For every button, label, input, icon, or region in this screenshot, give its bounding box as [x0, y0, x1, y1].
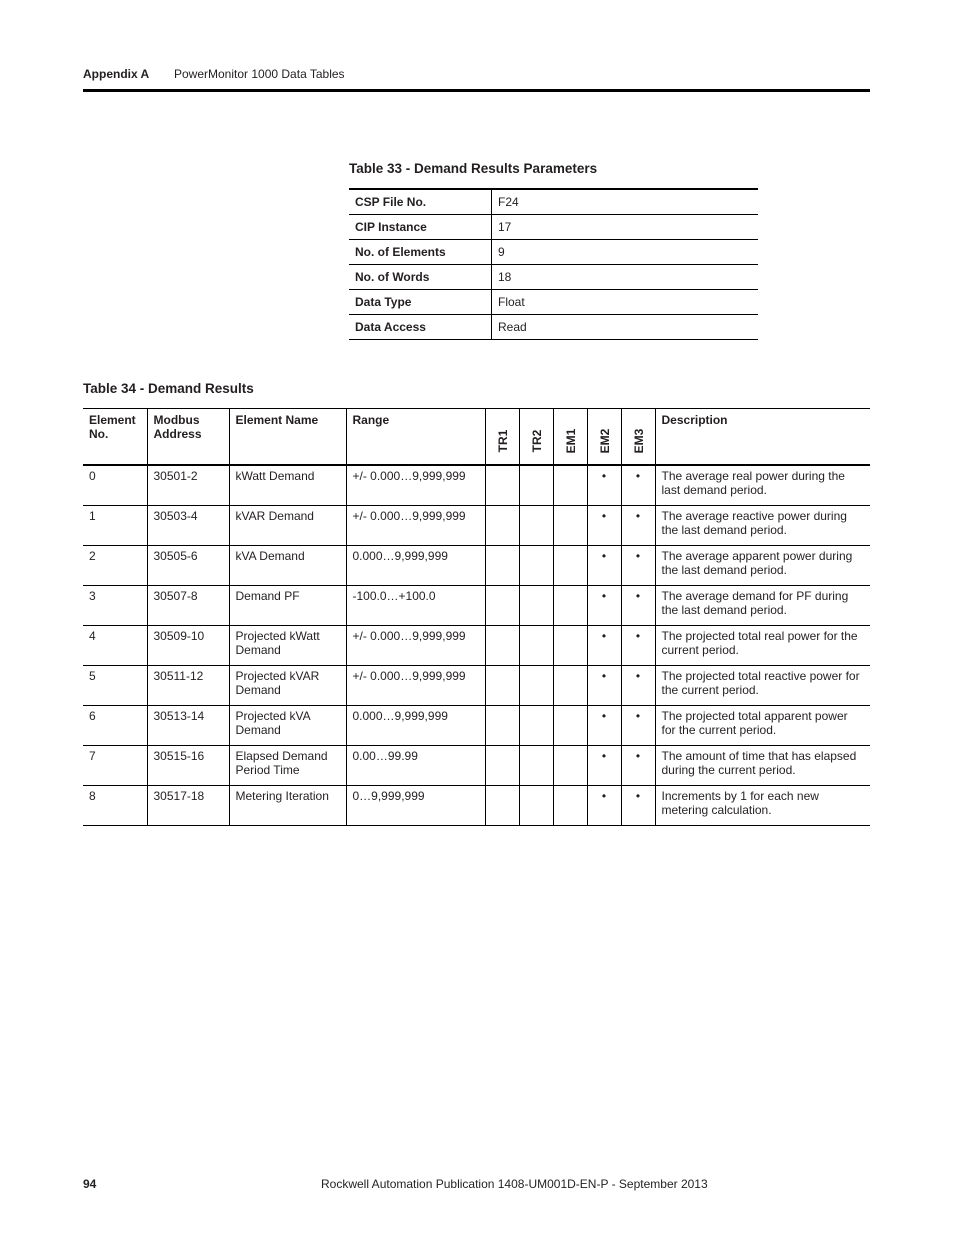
table-row: [83, 626, 870, 666]
param-value: 9: [492, 240, 759, 265]
header-element-name: Element Name: [229, 409, 346, 466]
header-rule: [83, 89, 870, 92]
table33-row: [349, 189, 758, 215]
cell-tr1: [485, 546, 519, 586]
cell-em1: [553, 506, 587, 546]
cell-description: The average real power during the last demand period.: [655, 465, 870, 506]
cell-description: The projected total reactive power for the current period.: [655, 666, 870, 706]
param-value: 18: [492, 265, 759, 290]
cell-em1: [553, 786, 587, 826]
demand-results-parameters-table: [349, 188, 758, 340]
cell-modbus-address: 30511-12: [147, 666, 229, 706]
table-row: [83, 586, 870, 626]
cell-em3: •: [621, 706, 655, 746]
cell-tr2: [519, 666, 553, 706]
param-key: CSP File No.: [349, 189, 492, 215]
cell-description: The projected total apparent power for the current period.: [655, 706, 870, 746]
header-range: Range: [346, 409, 485, 466]
cell-element-no: 4: [83, 626, 147, 666]
header-em2-label: EM2: [597, 428, 612, 454]
param-value: Float: [492, 290, 759, 315]
cell-em1: [553, 586, 587, 626]
header-em3: [621, 409, 655, 466]
cell-range: +/- 0.000…9,999,999: [346, 666, 485, 706]
table33-row: [349, 315, 758, 340]
cell-modbus-address: 30515-16: [147, 746, 229, 786]
cell-description: The average apparent power during the last demand period.: [655, 546, 870, 586]
cell-range: +/- 0.000…9,999,999: [346, 626, 485, 666]
cell-modbus-address: 30503-4: [147, 506, 229, 546]
table34-header-row: [83, 409, 870, 466]
cell-em3: •: [621, 666, 655, 706]
appendix-label: Appendix A: [83, 67, 150, 81]
table-row: [83, 706, 870, 746]
cell-tr1: [485, 666, 519, 706]
table-row: [83, 666, 870, 706]
table34-caption: Table 34 - Demand Results: [83, 381, 254, 396]
cell-em1: [553, 546, 587, 586]
table33-caption: Table 33 - Demand Results Parameters: [349, 161, 598, 176]
cell-tr2: [519, 506, 553, 546]
header-element-no: Element No.: [83, 409, 147, 466]
cell-em1: [553, 706, 587, 746]
header-tr1: [485, 409, 519, 466]
cell-element-name: Elapsed Demand Period Time: [229, 746, 346, 786]
table-row: [83, 465, 870, 506]
cell-range: 0.000…9,999,999: [346, 706, 485, 746]
cell-element-no: 2: [83, 546, 147, 586]
cell-description: The average demand for PF during the last demand period.: [655, 586, 870, 626]
cell-modbus-address: 30505-6: [147, 546, 229, 586]
cell-range: 0.00…99.99: [346, 746, 485, 786]
cell-em1: [553, 465, 587, 506]
cell-tr2: [519, 465, 553, 506]
table33-row: [349, 215, 758, 240]
cell-description: The projected total real power for the current period.: [655, 626, 870, 666]
param-key: CIP Instance: [349, 215, 492, 240]
cell-em2: •: [587, 506, 621, 546]
cell-element-no: 0: [83, 465, 147, 506]
cell-element-no: 1: [83, 506, 147, 546]
cell-tr2: [519, 786, 553, 826]
cell-tr2: [519, 706, 553, 746]
param-key: No. of Words: [349, 265, 492, 290]
cell-element-name: Projected kVAR Demand: [229, 666, 346, 706]
cell-element-no: 5: [83, 666, 147, 706]
page-header: [83, 67, 345, 81]
cell-tr1: [485, 706, 519, 746]
cell-em2: •: [587, 666, 621, 706]
cell-tr1: [485, 465, 519, 506]
cell-element-name: Metering Iteration: [229, 786, 346, 826]
cell-tr1: [485, 746, 519, 786]
cell-range: 0.000…9,999,999: [346, 546, 485, 586]
page-number: 94: [83, 1177, 97, 1191]
cell-tr2: [519, 586, 553, 626]
cell-em3: •: [621, 546, 655, 586]
cell-range: 0…9,999,999: [346, 786, 485, 826]
table-row: [83, 546, 870, 586]
param-value: 17: [492, 215, 759, 240]
demand-results-table: [83, 408, 870, 826]
cell-description: The amount of time that has elapsed during the current period.: [655, 746, 870, 786]
cell-em1: [553, 666, 587, 706]
cell-tr1: [485, 506, 519, 546]
cell-description: Increments by 1 for each new metering calculation.: [655, 786, 870, 826]
cell-em3: •: [621, 626, 655, 666]
cell-element-name: Projected kWatt Demand: [229, 626, 346, 666]
cell-tr1: [485, 786, 519, 826]
cell-em3: •: [621, 465, 655, 506]
cell-element-name: Projected kVA Demand: [229, 706, 346, 746]
publication-info: Rockwell Automation Publication 1408-UM001D-EN-P - September 2013: [321, 1177, 708, 1191]
cell-range: +/- 0.000…9,999,999: [346, 465, 485, 506]
header-tr1-label: TR1: [495, 429, 510, 453]
cell-range: +/- 0.000…9,999,999: [346, 506, 485, 546]
cell-element-name: kVAR Demand: [229, 506, 346, 546]
cell-tr2: [519, 746, 553, 786]
cell-tr2: [519, 626, 553, 666]
param-key: Data Access: [349, 315, 492, 340]
cell-modbus-address: 30507-8: [147, 586, 229, 626]
cell-element-no: 8: [83, 786, 147, 826]
cell-modbus-address: 30513-14: [147, 706, 229, 746]
cell-modbus-address: 30509-10: [147, 626, 229, 666]
cell-range: -100.0…+100.0: [346, 586, 485, 626]
cell-description: The average reactive power during the last demand period.: [655, 506, 870, 546]
cell-tr1: [485, 586, 519, 626]
header-modbus-address: Modbus Address: [147, 409, 229, 466]
cell-em3: •: [621, 506, 655, 546]
header-em1-label: EM1: [563, 428, 578, 454]
header-tr2: [519, 409, 553, 466]
cell-em3: •: [621, 746, 655, 786]
cell-em3: •: [621, 786, 655, 826]
table33-row: [349, 290, 758, 315]
header-em1: [553, 409, 587, 466]
cell-em1: [553, 626, 587, 666]
param-value: F24: [492, 189, 759, 215]
param-key: No. of Elements: [349, 240, 492, 265]
cell-em2: •: [587, 465, 621, 506]
header-tr2-label: TR2: [529, 429, 544, 453]
cell-em2: •: [587, 786, 621, 826]
cell-em1: [553, 746, 587, 786]
header-em3-label: EM3: [631, 428, 646, 454]
chapter-title: PowerMonitor 1000 Data Tables: [174, 67, 345, 81]
cell-element-no: 7: [83, 746, 147, 786]
cell-em2: •: [587, 746, 621, 786]
cell-tr2: [519, 546, 553, 586]
cell-tr1: [485, 626, 519, 666]
cell-em2: •: [587, 586, 621, 626]
cell-element-no: 3: [83, 586, 147, 626]
cell-modbus-address: 30501-2: [147, 465, 229, 506]
cell-modbus-address: 30517-18: [147, 786, 229, 826]
param-value: Read: [492, 315, 759, 340]
param-key: Data Type: [349, 290, 492, 315]
cell-element-no: 6: [83, 706, 147, 746]
table-row: [83, 746, 870, 786]
cell-element-name: kVA Demand: [229, 546, 346, 586]
header-description: Description: [655, 409, 870, 466]
table33-row: [349, 240, 758, 265]
cell-em3: •: [621, 586, 655, 626]
table-row: [83, 506, 870, 546]
table33-row: [349, 265, 758, 290]
cell-element-name: Demand PF: [229, 586, 346, 626]
cell-em2: •: [587, 546, 621, 586]
table-row: [83, 786, 870, 826]
cell-em2: •: [587, 626, 621, 666]
cell-element-name: kWatt Demand: [229, 465, 346, 506]
cell-em2: •: [587, 706, 621, 746]
header-em2: [587, 409, 621, 466]
